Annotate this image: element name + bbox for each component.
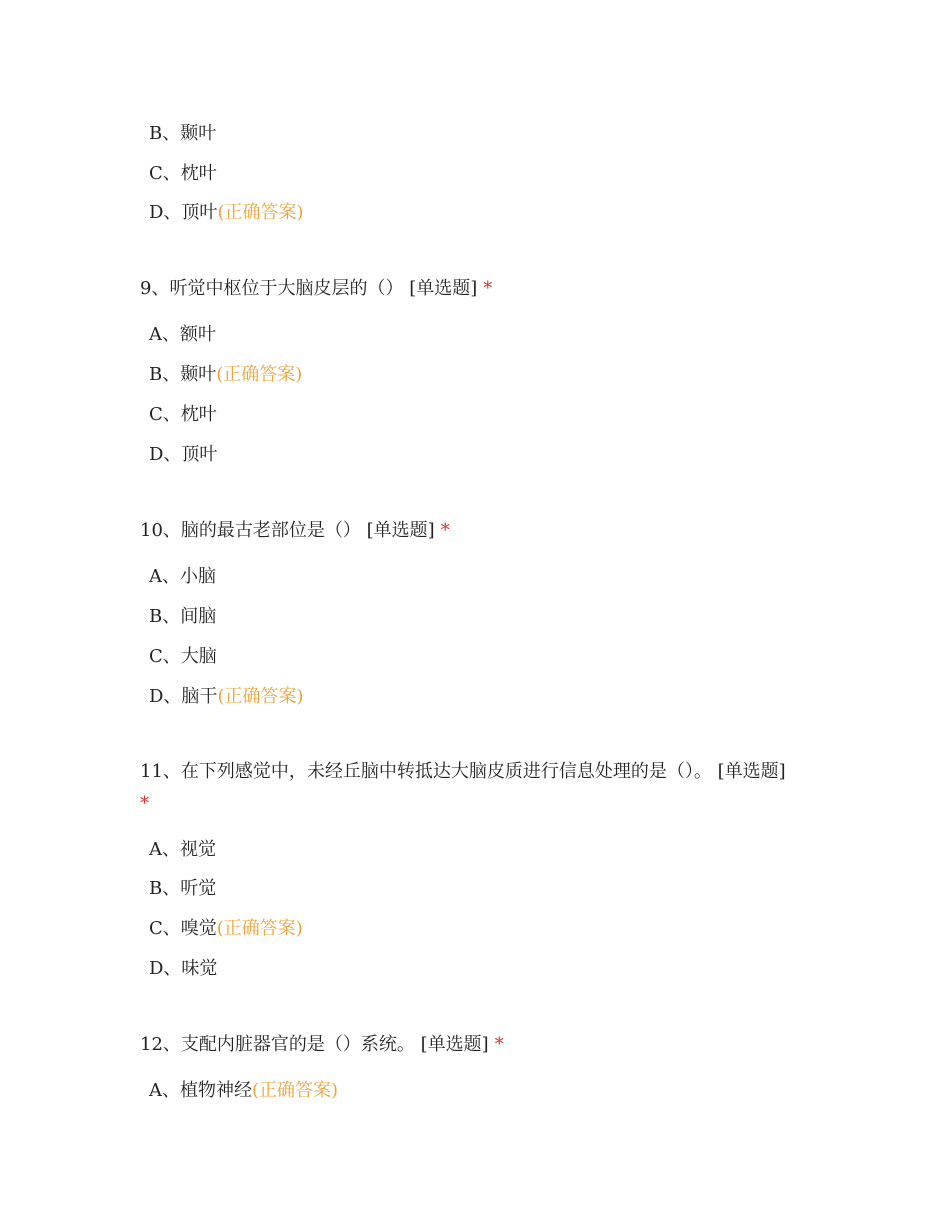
- option-a[interactable]: [149, 323, 216, 347]
- option-label: D、味觉: [149, 958, 218, 979]
- option-d[interactable]: [149, 685, 303, 709]
- option-c[interactable]: [149, 403, 217, 427]
- option-label: B、颞叶: [149, 123, 217, 144]
- option-label: D、脑干: [149, 686, 218, 707]
- option-b[interactable]: [149, 122, 216, 146]
- option-c[interactable]: [149, 917, 303, 941]
- option-label: A、额叶: [149, 324, 216, 345]
- question-text: 11、在下列感觉中，未经丘脑中转抵达大脑皮质进行信息处理的是（）。: [140, 761, 712, 782]
- question-text: 12、支配内脏器官的是（）系统。: [140, 1034, 415, 1055]
- option-a[interactable]: [149, 838, 216, 862]
- option-b[interactable]: [149, 877, 216, 901]
- option-label: B、听觉: [149, 878, 217, 899]
- question-text: 10、脑的最古老部位是（）: [140, 520, 361, 541]
- option-d[interactable]: [149, 201, 303, 225]
- option-label: C、大脑: [149, 646, 217, 667]
- option-label: D、顶叶: [149, 444, 218, 465]
- correct-answer-marker: (正确答案): [216, 364, 303, 385]
- correct-answer-marker: (正确答案): [217, 686, 304, 707]
- question-type: [单选题]: [420, 1034, 489, 1055]
- option-label: B、颞叶: [149, 364, 217, 385]
- required-marker: *: [483, 278, 493, 299]
- option-label: A、植物神经: [149, 1080, 252, 1101]
- option-label: A、小脑: [149, 566, 216, 587]
- question-text: 9、听觉中枢位于大脑皮层的（）: [140, 278, 404, 299]
- question-type: [单选题]: [717, 761, 786, 782]
- option-c[interactable]: [149, 645, 217, 669]
- correct-answer-marker: (正确答案): [217, 202, 304, 223]
- option-label: D、顶叶: [149, 202, 218, 223]
- option-b[interactable]: [149, 605, 216, 629]
- option-label: C、枕叶: [149, 404, 217, 425]
- option-label: C、嗅觉: [149, 918, 217, 939]
- option-a[interactable]: [149, 1079, 338, 1103]
- option-label: C、枕叶: [149, 163, 217, 184]
- question-title: [140, 273, 830, 305]
- required-marker: *: [440, 520, 450, 541]
- question-type: [单选题]: [409, 278, 478, 299]
- option-c[interactable]: [149, 162, 217, 186]
- question-title: [140, 756, 830, 820]
- question-type: [单选题]: [366, 520, 435, 541]
- correct-answer-marker: (正确答案): [252, 1080, 339, 1101]
- option-b[interactable]: [149, 363, 302, 387]
- question-title: [140, 515, 830, 547]
- question-title: [140, 1029, 830, 1061]
- option-a[interactable]: [149, 565, 216, 589]
- option-d[interactable]: [149, 957, 217, 981]
- option-d[interactable]: [149, 443, 217, 467]
- option-label: B、间脑: [149, 606, 217, 627]
- required-marker: *: [140, 793, 149, 814]
- required-marker: *: [494, 1034, 504, 1055]
- correct-answer-marker: (正确答案): [216, 918, 303, 939]
- option-label: A、视觉: [149, 839, 216, 860]
